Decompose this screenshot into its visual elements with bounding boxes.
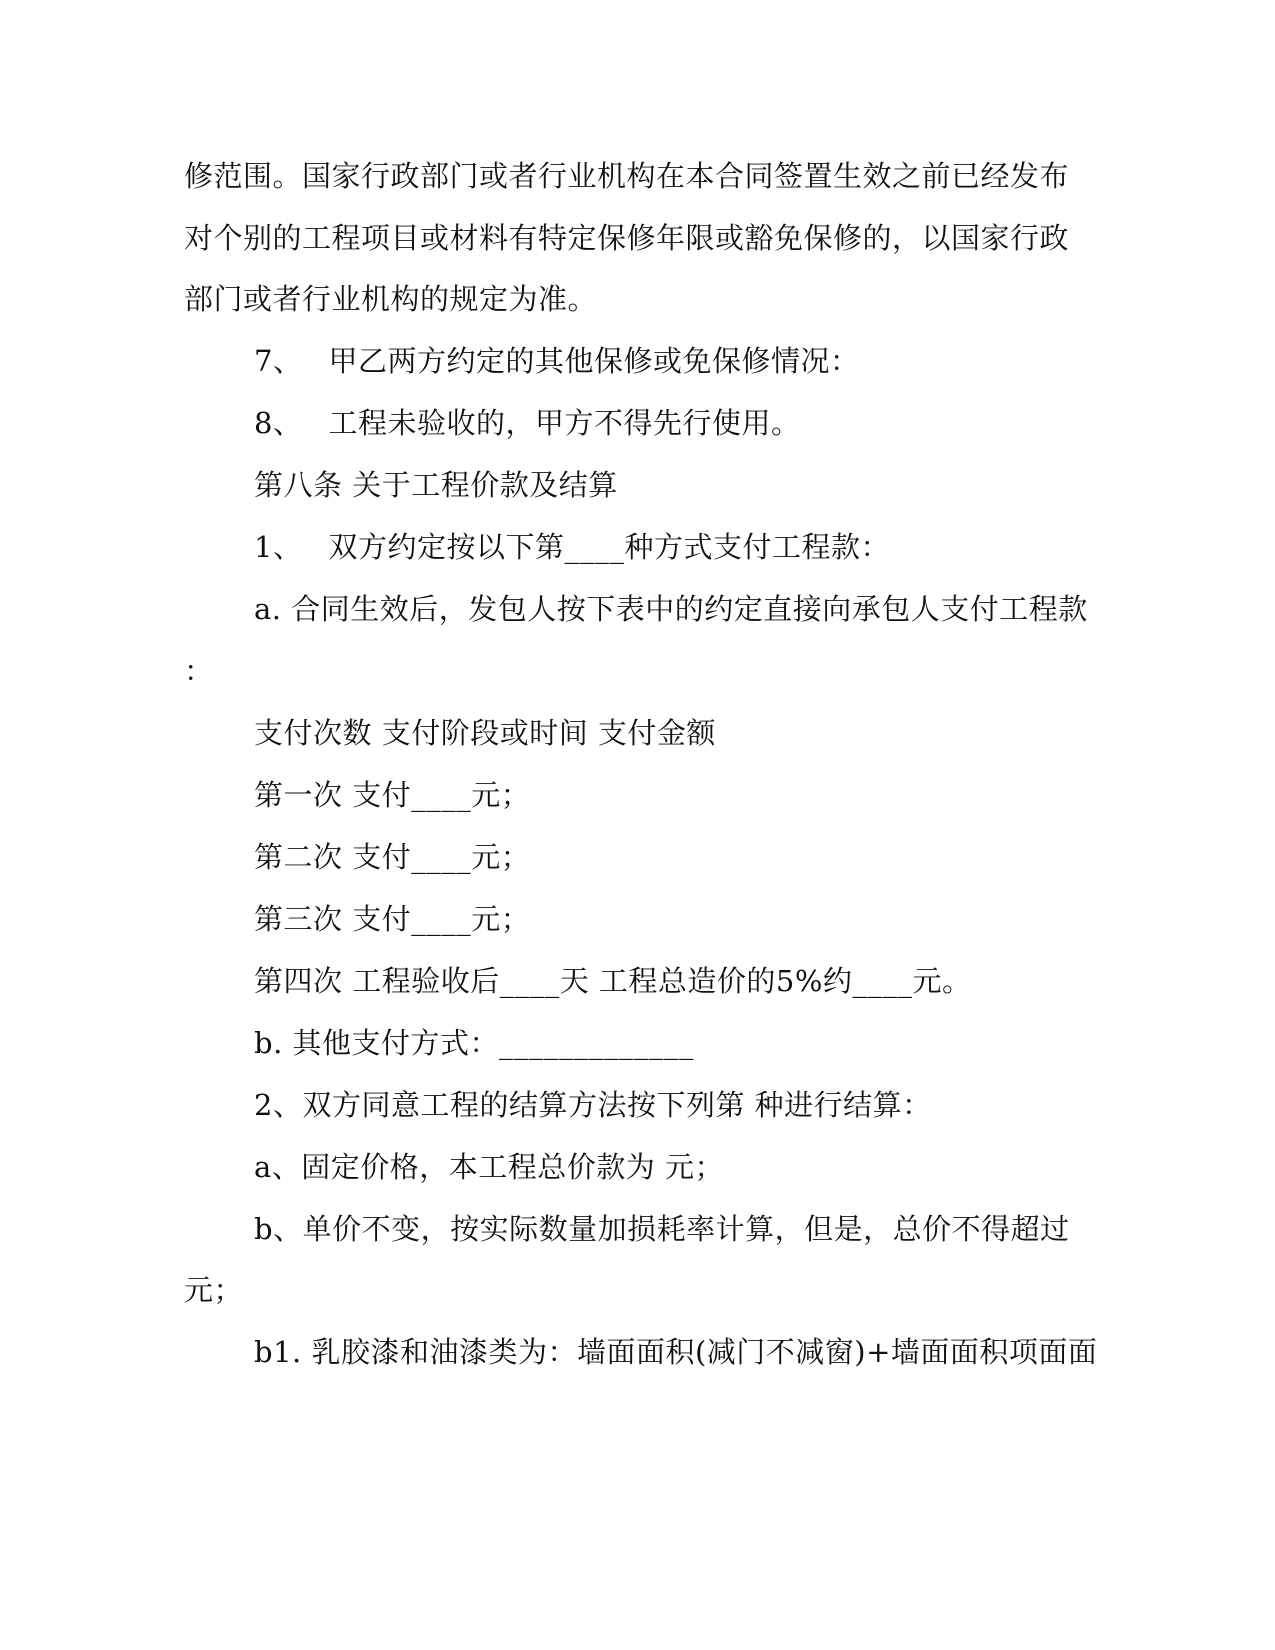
paragraph-line: 部门或者行业机构的规定为准。: [184, 282, 598, 316]
paragraph-line: b. 其他支付方式：_____________: [254, 1026, 695, 1060]
list-number: 8、: [254, 406, 303, 440]
list-text: 双方约定按以下第____种方式支付工程款：: [328, 530, 890, 564]
list-item-8: [254, 405, 800, 441]
paragraph-line: ：: [184, 654, 214, 688]
paragraph-line: 元；: [184, 1273, 244, 1307]
list-text: 甲乙两方约定的其他保修或免保修情况：: [328, 344, 860, 378]
list-number: 7、: [254, 344, 303, 378]
paragraph-line: a. 合同生效后，发包人按下表中的约定直接向承包人支付工程款: [254, 592, 1088, 626]
paragraph-line: a、固定价格，本工程总价款为 元；: [254, 1150, 725, 1184]
paragraph-line: b1. 乳胶漆和油漆类为：墙面面积(减门不减窗)+墙面面积项面面: [254, 1335, 1098, 1369]
payment-row: 第三次 支付____元；: [254, 902, 531, 936]
paragraph-line: 对个别的工程项目或材料有特定保修年限或豁免保修的，以国家行政: [184, 221, 1070, 255]
list-item-1: [254, 529, 890, 565]
payment-row: 第二次 支付____元；: [254, 840, 531, 874]
paragraph-line: b、单价不变，按实际数量加损耗率计算，但是，总价不得超过: [254, 1212, 1070, 1246]
payment-row: 第四次 工程验收后____天 工程总造价的5%约____元。: [254, 964, 972, 998]
paragraph-line: 2、双方同意工程的结算方法按下列第 种进行结算：: [254, 1088, 932, 1122]
paragraph-line: 修范围。国家行政部门或者行业机构在本合同签置生效之前已经发布: [184, 159, 1070, 193]
table-header-line: 支付次数 支付阶段或时间 支付金额: [254, 716, 716, 750]
list-number: 1、: [254, 530, 303, 564]
section-heading: 第八条 关于工程价款及结算: [254, 468, 618, 502]
list-item-7: [254, 343, 859, 379]
payment-row: 第一次 支付____元；: [254, 778, 531, 812]
list-text: 工程未验收的，甲方不得先行使用。: [328, 406, 801, 440]
